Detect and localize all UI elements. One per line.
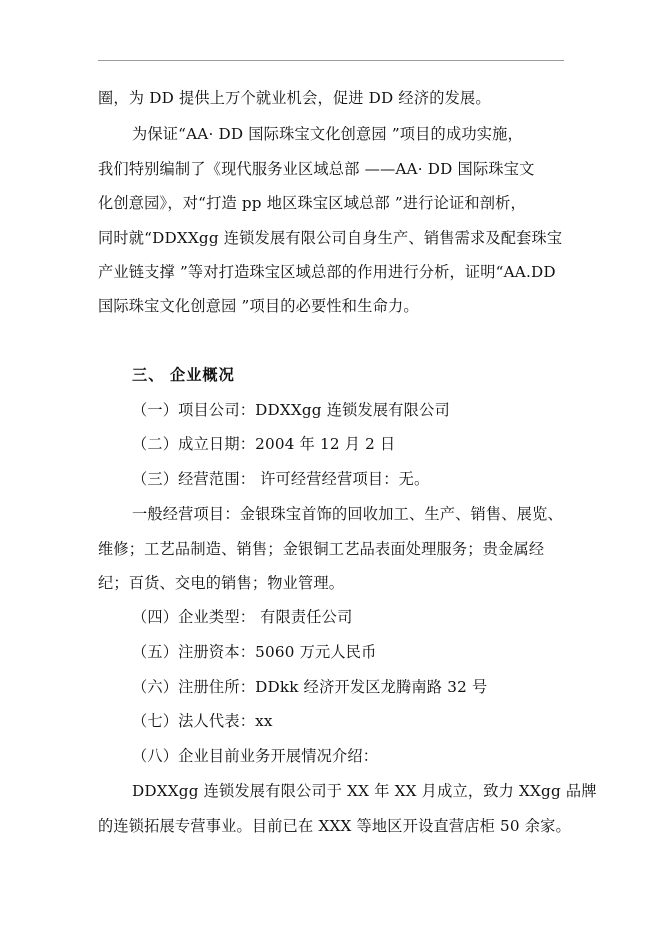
header-rule (98, 60, 564, 61)
list-item: （六）注册住所：DDkk 经济开发区龙腾南路 32 号 (132, 678, 488, 696)
section-heading (132, 365, 568, 385)
body-line: 我们特别编制了《现代服务业区域总部 ——AA· DD 国际珠宝文 (98, 160, 535, 178)
body-line: 一般经营项目：金银珠宝首饰的回收加工、生产、销售、展览、 (132, 505, 563, 523)
list-item: （七）法人代表：xx (132, 712, 273, 730)
section-title: 企业概况 (170, 366, 235, 384)
list-item: （五）注册资本：5060 万元人民币 (132, 643, 377, 661)
list-item: （二）成立日期：2004 年 12 月 2 日 (132, 435, 396, 453)
body-line: 纪；百货、交电的销售；物业管理。 (98, 574, 345, 592)
list-item: （一）项目公司：DDXXgg 连锁发展有限公司 (132, 401, 450, 419)
body-line: 产业链支撑 ”等对打造珠宝区域总部的作用进行分析，证明“AA.DD (98, 263, 556, 281)
list-item: （四）企业类型： 有限责任公司 (132, 608, 353, 626)
section-number: 三、 (132, 366, 165, 384)
body-line: 的连锁拓展专营事业。目前已在 XXX 等地区开设直营店柜 50 余家。 (98, 817, 571, 835)
body-line: 维修；工艺品制造、销售；金银铜工艺品表面处理服务；贵金属经 (98, 540, 545, 558)
list-item: （三）经营范围： 许可经营经营项目：无。 (132, 470, 430, 488)
body-line: DDXXgg 连锁发展有限公司于 XX 年 XX 月成立，致力 XXgg 品牌 (132, 782, 597, 800)
body-line: 国际珠宝文化创意园 ”项目的必要性和生命力。 (98, 297, 419, 315)
body-line: 圈，为 DD 提供上万个就业机会，促进 DD 经济的发展。 (98, 89, 491, 107)
body-line: 同时就“DDXXgg 连锁发展有限公司自身生产、销售需求及配套珠宝 (98, 229, 563, 247)
list-item: （八）企业目前业务开展情况介绍： (132, 747, 379, 765)
body-line: 为保证“AA· DD 国际珠宝文化创意园 ”项目的成功实施， (132, 125, 523, 143)
body-line: 化创意园》，对“打造 pp 地区珠宝区域总部 ”进行论证和剖析， (98, 194, 526, 212)
